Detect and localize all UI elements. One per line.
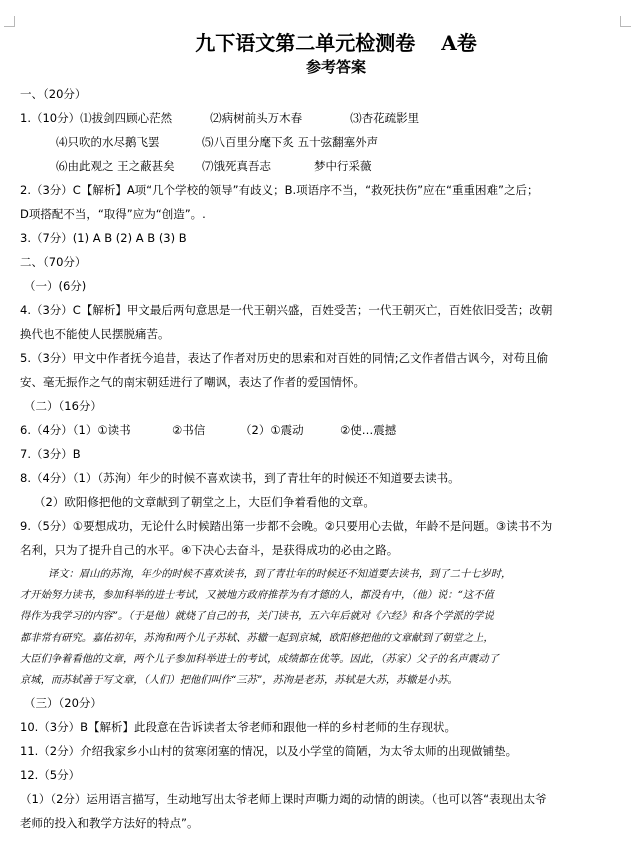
q1-answers-row2 xyxy=(20,130,620,154)
q7-answer: 7.（3分）B xyxy=(20,447,81,461)
q1-answer-7: ⑺饿死真吾志 xyxy=(202,159,271,173)
q12-1-line2: 老师的投入和教学方法好的特点”。 xyxy=(20,816,199,831)
q1-answer-5: ⑸八百里分麾下炙 五十弦翻塞外声 xyxy=(202,135,379,149)
q1-answers-row3 xyxy=(20,154,620,178)
part1-heading: 一、（20分） xyxy=(20,87,87,101)
q5-line2: 安、毫无振作之气的南宋朝廷进行了嘲讽，表达了作者的爱国情怀。 xyxy=(20,375,365,389)
page-corner-mark-right xyxy=(620,16,631,27)
translation-line: 译文：眉山的苏洵，年少的时候不喜欢读书，到了青壮年的时候还不知道要去读书，到了二十七岁时， xyxy=(48,568,512,580)
q2-line1: 2.（3分）C【解析】A项“几个学校的领导”有歧义；B.项语序不当，“救死扶伤”应在“重重困难”之后； xyxy=(20,183,539,197)
title-main: 九下语文第二单元检测卷 xyxy=(195,31,416,55)
q1-label: 1.（10分） xyxy=(20,111,81,125)
translation-line: 得作为我学习的内容”。（于是他）就烧了自己的书，关门读书，五六年后就对《六经》和各个学派的学说 xyxy=(20,610,494,623)
translation-line: 都非常有研究。嘉佑初年，苏洵和两个儿子苏轼、苏辙一起到京城，欧阳修把他的文章献到了朝堂之上， xyxy=(20,631,494,644)
translation-block xyxy=(20,564,620,691)
page-corner-mark-left xyxy=(4,16,15,27)
q4-line2: 换代也不能使人民摆脱痛苦。 xyxy=(20,327,170,341)
translation-line: 大臣们争着看他的文章，两个儿子参加科举进士的考试，成绩都在优等。因此，（苏家）父子的名声震动了 xyxy=(20,652,499,665)
q1-answer-8: 梦中行采薇 xyxy=(314,159,372,173)
q6-answer-2: ②书信 xyxy=(172,423,206,437)
answer-document xyxy=(20,30,620,835)
q8-line2: （2）欧阳修把他的文章献到了朝堂之上，大臣们争着看他的文章。 xyxy=(34,495,375,509)
q1-answers-row1 xyxy=(20,106,620,130)
part2-sub2-heading: （二）（16分） xyxy=(24,399,102,413)
q9-line2: 名利，只为了提升自己的水平。④下决心去奋斗，是获得成功的必由之路。 xyxy=(20,543,399,557)
q11-answer: 11.（2分）介绍我家乡小山村的贫寒闭塞的情况，以及小学堂的简陋，为太爷太师的出现做铺垫。 xyxy=(20,744,518,759)
q10-answer: 10.（3分）B【解析】此段意在告诉读者太爷老师和跟他一样的乡村老师的生存现状。 xyxy=(20,720,456,735)
q4-line1: 4.（3分）C【解析】甲文最后两句意思是一代王朝兴盛，百姓受苦；一代王朝灭亡，百姓依旧受苦；改朝 xyxy=(20,303,553,317)
q5-line1: 5.（3分）甲文中作者抚今追昔，表达了作者对历史的思索和对百姓的同情;乙文作者借古讽今，对苟且偷 xyxy=(20,351,549,365)
q1-answer-4: ⑷只吹的水尽鹅飞罢 xyxy=(56,135,160,149)
part2-sub3-heading: （三）（20分） xyxy=(24,696,102,711)
q1-answer-6: ⑹由此观之 王之蔽甚矣 xyxy=(56,159,175,173)
q6-label: 6.（4分）（1）①读书 xyxy=(20,423,131,437)
q6-answer-4: ②使…震撼 xyxy=(340,423,397,437)
q3-answer: 3.（7分）(1) A B (2) A B (3) B xyxy=(20,231,187,245)
translation-line: 京城，而苏轼善于写文章，（人们）把他们叫作“三苏”，苏洵是老苏，苏轼是大苏，苏辙是小苏。 xyxy=(20,674,458,687)
q2-line2: D项搭配不当，“取得”应为“创造”。. xyxy=(20,207,206,221)
part2-sub1-heading: （一）(6分) xyxy=(24,279,87,293)
document-subtitle: 参考答案 xyxy=(305,58,366,76)
q12-1-line1: （1）（2分）运用语言描写，生动地写出太爷老师上课时声嘶力竭的动情的朗读。（也可以答“表现出太爷 xyxy=(20,792,547,807)
q1-answer-2: ⑵病树前头万木春 xyxy=(210,111,303,125)
q6-answers xyxy=(20,418,620,442)
part2-heading: 二、（70分） xyxy=(20,255,87,269)
document-title xyxy=(52,30,620,56)
q1-answer-1: ⑴拔剑四顾心茫然 xyxy=(80,111,173,125)
q8-line1: 8.（4分）（1）（苏洵）年少的时候不喜欢读书，到了青壮年的时候还不知道要去读书。 xyxy=(20,471,460,485)
q9-line1: 9.（5分）①要想成功，无论什么时候踏出第一步都不会晚。②只要用心去做，年龄不是问题。③读书不为 xyxy=(20,519,553,533)
q6-answer-3: （2）①震动 xyxy=(240,423,304,437)
title-suffix: A卷 xyxy=(441,31,477,55)
q1-answer-3: ⑶杏花疏影里 xyxy=(350,111,420,125)
q12-heading: 12.（5分） xyxy=(20,768,81,783)
translation-line: 才开始努力读书，参加科举的进士考试，又被地方政府推荐为有才德的人，都没有中，（他）说：“这不值 xyxy=(20,589,494,602)
